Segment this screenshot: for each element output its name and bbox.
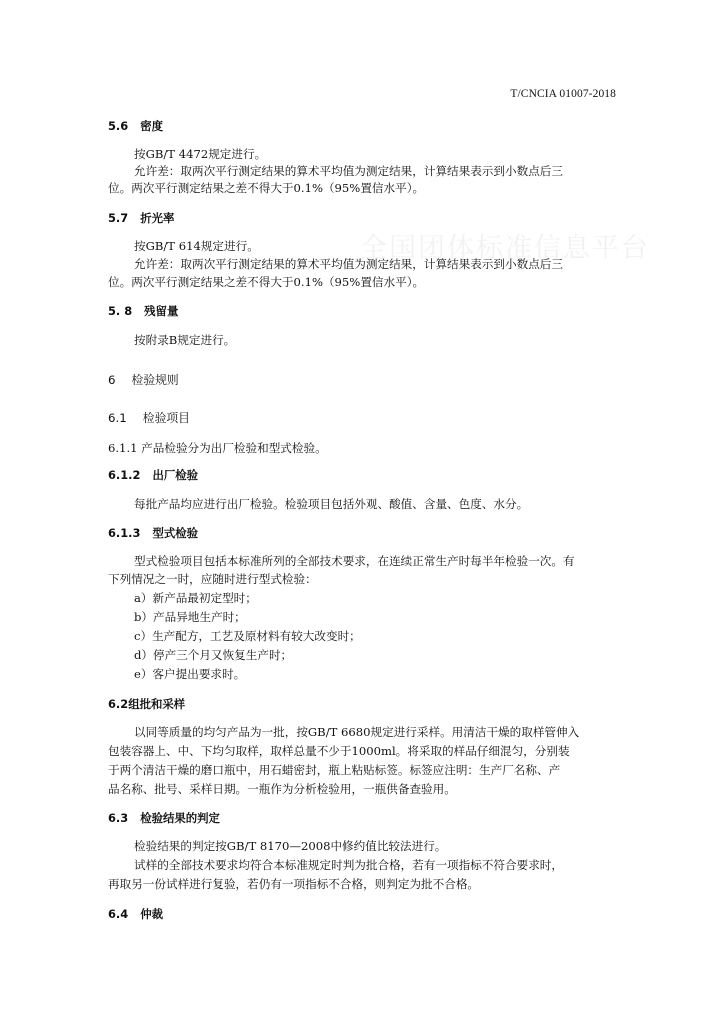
section-number: 6.1.3 [108,526,141,540]
section-6-1-2-para-1: 每批产品均应进行出厂检验。检验项目包括外观、酸值、含量、色度、水分。 [134,497,529,511]
section-6-1-3-para-line-1: 型式检验项目包括本标准所列的全部技术要求，在连续正常生产时每半年检验一次。有 [134,554,575,568]
section-6-1-heading [108,410,618,426]
section-title: 密度 [140,119,163,133]
section-number: 6.1.2 [108,468,141,482]
section-number: 6.1 [108,411,127,425]
section-6-1-3-heading [108,525,618,541]
section-number: 5. 8 [108,304,133,318]
section-6-1-1-text: 6.1.1 产品检验分为出厂检验和型式检验。 [108,441,327,455]
section-5-7-para-2-line-2: 位。两次平行测定结果之差不得大于0.1%（95%置信水平）。 [108,275,425,289]
list-item-e: e）客户提出要求时。 [134,667,246,681]
section-5-6-para-2-line-2: 位。两次平行测定结果之差不得大于0.1%（95%置信水平）。 [108,181,425,195]
section-5-7-heading [108,210,618,226]
section-6-2-heading [108,696,618,712]
section-number: 6.4 [108,907,129,921]
section-number: 6.3 [108,811,129,825]
list-item-a: a）新产品最初定型时； [134,591,257,605]
section-5-7-para-1: 按GB/T 614规定进行。 [134,239,259,253]
section-number: 6.2 [108,697,129,711]
section-title: 折光率 [140,211,175,225]
section-6-3-para-line-3: 再取另一份试样进行复验，若仍有一项指标不合格，则判定为批不合格。 [108,877,480,891]
section-title: 仲裁 [140,907,163,921]
list-item-c: c）生产配方，工艺及原材料有较大改变时； [134,629,361,643]
section-6-2-para-line-1: 以同等质量的均匀产品为一批，按GB/T 6680规定进行采样。用清洁干燥的取样管伸入 [134,725,580,739]
section-6-2-para-line-2: 包装容器上、中、下均匀取样，取样总量不少于1000ml。将采取的样品仔细混匀，分别装 [108,744,570,758]
section-6-1-3-para-line-2: 下列情况之一时，应随时进行型式检验： [108,572,317,586]
section-title: 型式检验 [152,526,199,540]
section-title: 组批和采样 [128,697,186,711]
section-title: 出厂检验 [152,468,199,482]
section-5-8-heading [108,303,618,319]
section-6-2-para-line-4: 品名称、批号、采样日期。一瓶作为分析检验用，一瓶供备查验用。 [108,782,456,796]
list-item-b: b）产品异地生产时； [134,610,246,624]
section-5-6-para-2-line-1: 允许差：取两次平行测定结果的算术平均值为测定结果，计算结果表示到小数点后三 [134,164,563,178]
section-6-4-heading [108,906,618,922]
watermark: 全国团体标准信息平台 [360,233,650,264]
section-6-1-2-heading [108,467,618,483]
list-item-d: d）停产三个月又恢复生产时； [134,648,293,662]
section-5-6-para-1: 按GB/T 4472规定进行。 [134,147,267,161]
section-number: 5.7 [108,211,129,225]
section-title: 残留量 [144,304,179,318]
section-number: 5.6 [108,119,129,133]
section-6-heading [108,372,618,388]
section-title: 检验规则 [131,373,179,387]
section-6-2-para-line-3: 于两个清洁干燥的磨口瓶中，用石蜡密封，瓶上粘贴标签。标签应注明：生产厂名称、产 [108,763,561,777]
section-number: 6 [108,373,116,387]
standard-code-header: T/CNCIA 01007-2018 [510,88,616,100]
section-6-3-heading [108,810,618,826]
section-5-7-para-2-line-1: 允许差：取两次平行测定结果的算术平均值为测定结果，计算结果表示到小数点后三 [134,257,563,271]
section-5-6-heading [108,118,618,134]
section-6-3-para-line-1: 检验结果的判定按GB/T 8170—2008中修约值比较法进行。 [134,839,447,853]
section-title: 检验结果的判定 [140,811,220,825]
section-title: 检验项目 [142,411,190,425]
section-6-3-para-line-2: 试样的全部技术要求均符合本标准规定时判为批合格，若有一项指标不符合要求时， [134,858,563,872]
section-5-8-para-1: 按附录B规定进行。 [134,333,236,347]
